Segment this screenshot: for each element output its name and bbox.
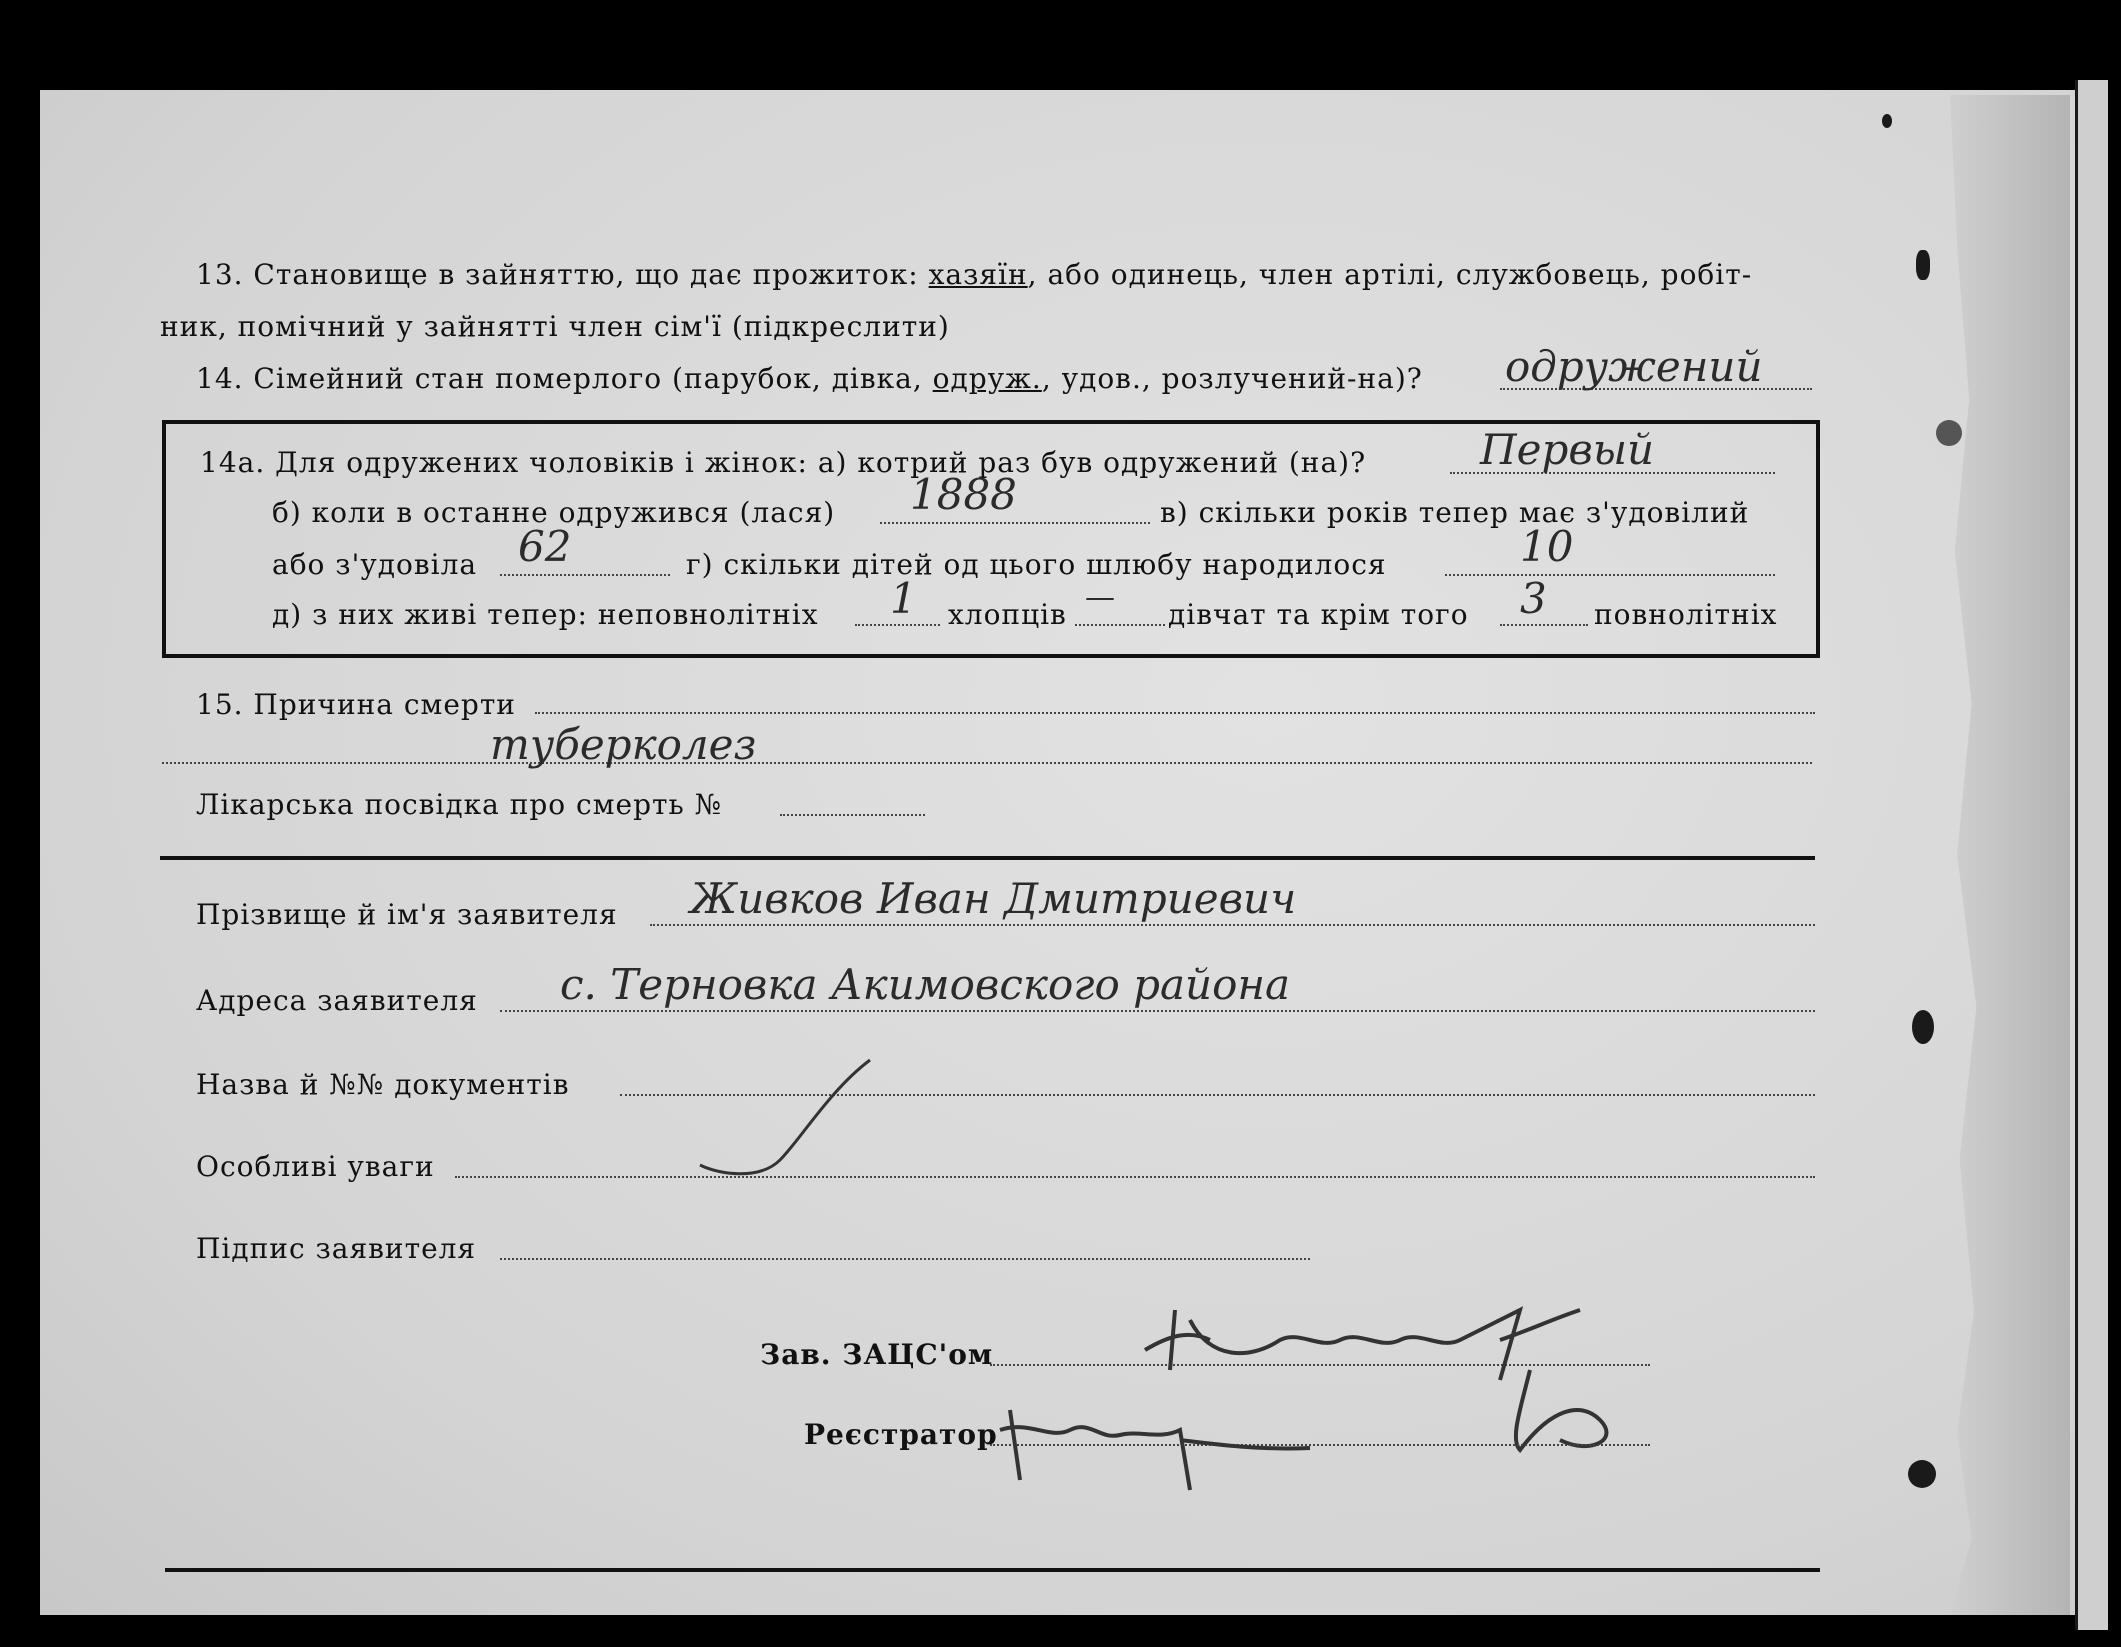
item14a-children-line: [1445, 574, 1775, 576]
item13-line2: ник, помічний у зайнятті член сім'ї (підкреслити): [160, 310, 950, 343]
item14a-girls-answer: —: [1085, 580, 1115, 615]
punch-hole: [1936, 420, 1962, 446]
dash-stroke-mark: [680, 1050, 880, 1190]
item14a-line2-suffix: в) скільки років тепер має з'удовілий: [1160, 496, 1750, 529]
item13-line1: 13. Становище в зайняттю, що дає прожиток: хазяїн, або одинець, член артілі, службовець, робіт-: [196, 258, 1753, 291]
item14a-line3-prefix: або з'удовіла: [272, 548, 478, 581]
registrar-signature: [990, 1390, 1320, 1510]
item15-line1: [535, 712, 1815, 714]
bottom-rule: [165, 1568, 1820, 1572]
item14a-children-answer: 10: [1520, 522, 1574, 571]
applicant-address-answer: с. Терновка Акимовского района: [560, 960, 1291, 1009]
item14a-minor-line: [855, 624, 940, 626]
registrar-label: Реєстратор: [804, 1418, 998, 1451]
item14a-boys-label: хлопців: [948, 598, 1067, 631]
item14a-line3-mid: г) скільки дітей од цього шлюбу народилося: [686, 548, 1387, 581]
item14a-adult-line: [1500, 624, 1588, 626]
applicant-name-line: [650, 924, 1815, 926]
item14a-minor-answer: 1: [890, 574, 917, 623]
item14a-line4-prefix: д) з них живі тепер: неповнолітніх: [272, 598, 819, 631]
applicant-address-label: Адреса заявителя: [196, 984, 478, 1017]
item14a-adult-answer: 3: [1520, 574, 1547, 623]
notes-label: Особливі уваги: [196, 1150, 435, 1183]
signature-label: Підпис заявителя: [196, 1232, 477, 1265]
section-divider: [160, 856, 1815, 860]
punch-hole: [1912, 1010, 1934, 1044]
documents-label: Назва й №№ документів: [196, 1068, 570, 1101]
item14a-age-line: [500, 574, 670, 576]
signature-line: [500, 1258, 1310, 1260]
item15-answer: туберколез: [490, 720, 757, 769]
head-label: Зав. ЗАЦС'ом: [760, 1338, 994, 1371]
medical-cert-line: [780, 814, 925, 816]
medical-cert-label: Лікарська посвідка про смерть №: [196, 788, 723, 821]
item15-label: 15. Причина смерти: [196, 688, 516, 721]
item14-label: 14. Сімейний стан померлого (парубок, дівка, одруж., удов., розлучений-на)?: [196, 362, 1423, 395]
item14a-girls-label: дівчат та крім того: [1168, 598, 1469, 631]
item14a-age-answer: 62: [518, 522, 572, 571]
item14-answer: одружений: [1505, 342, 1763, 391]
applicant-name-label: Прізвище й ім'я заявителя: [196, 898, 618, 931]
notes-line: [455, 1176, 1815, 1178]
item15-line2: [162, 762, 1812, 764]
scan-edge-strip: [2075, 80, 2108, 1630]
item14a-year-answer: 1888: [910, 470, 1017, 519]
punch-hole: [1882, 114, 1892, 128]
punch-hole: [1916, 250, 1930, 280]
applicant-address-line: [500, 1010, 1815, 1012]
item14a-girls-line: [1075, 624, 1165, 626]
item14a-adult-label: повнолітніх: [1594, 598, 1778, 631]
item14a-line2-prefix: б) коли в останне одружився (лася): [272, 496, 836, 529]
punch-hole: [1908, 1460, 1936, 1488]
item14a-line1: 14а. Для одружених чоловіків і жінок: а) котрий раз був одружений (на)?: [200, 446, 1367, 479]
item14a-year-line: [880, 522, 1150, 524]
item14a-times-answer: Первый: [1480, 425, 1655, 474]
torn-paper-edge: [1950, 95, 2070, 1615]
applicant-name-answer: Живков Иван Дмитриевич: [690, 874, 1297, 923]
